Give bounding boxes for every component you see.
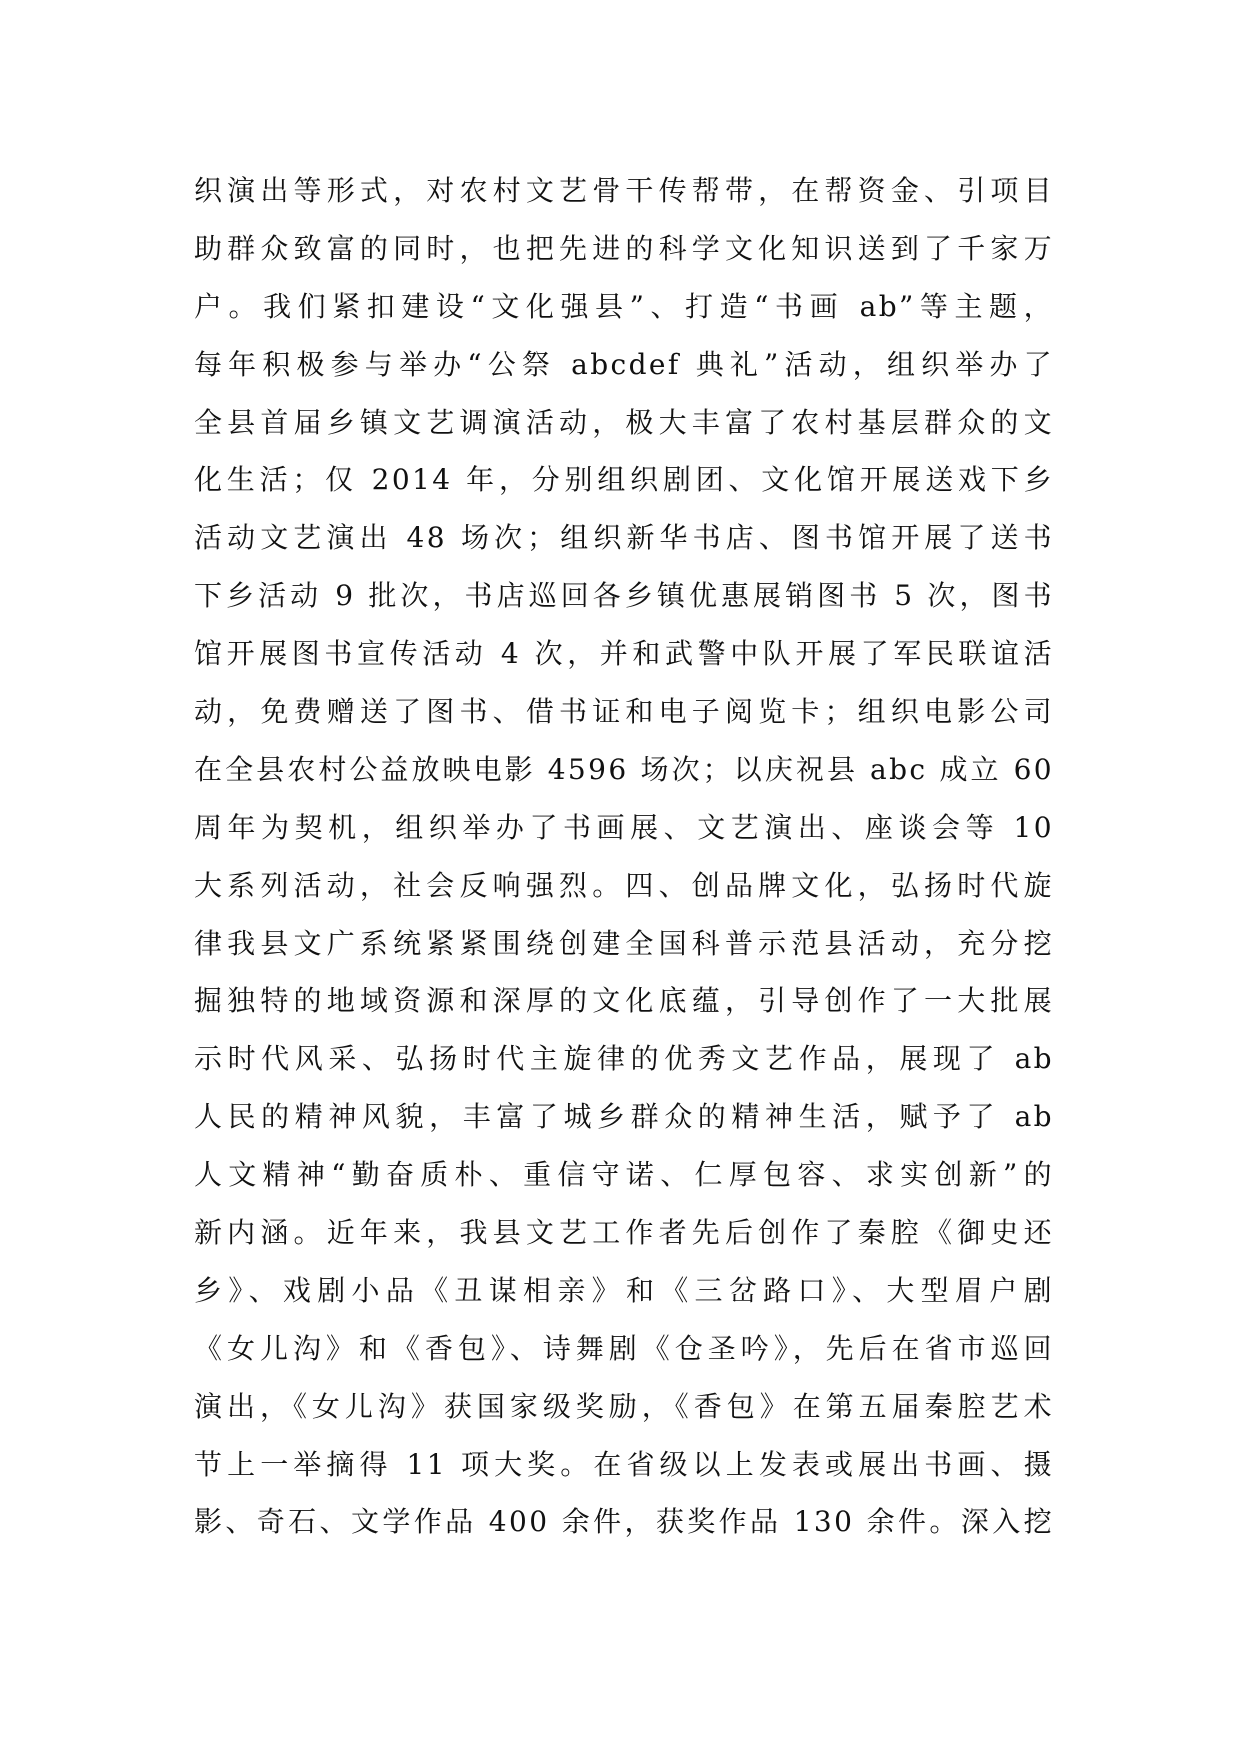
text-line: 节上一举摘得 11 项大奖。在省级以上发表或展出书画、摄 (194, 1447, 1054, 1481)
text-line: 户。我们紧扣建设“文化强县”、打造“书画 ab”等主题， (194, 289, 1054, 323)
text-line: 化生活；仅 2014 年，分别组织剧团、文化馆开展送戏下乡 (194, 463, 1054, 497)
text-line: 大系列活动，社会反响强烈。四、创品牌文化，弘扬时代旋 (194, 868, 1054, 902)
text-line: 《女儿沟》和《香包》、诗舞剧《仓圣吟》，先后在省市巡回 (194, 1331, 1054, 1365)
text-line: 在全县农村公益放映电影 4596 场次；以庆祝县 abc 成立 60 (194, 752, 1054, 786)
text-line: 助群众致富的同时，也把先进的科学文化知识送到了千家万 (194, 231, 1054, 265)
text-line: 示时代风采、弘扬时代主旋律的优秀文艺作品，展现了 ab (194, 1042, 1054, 1076)
text-line: 活动文艺演出 48 场次；组织新华书店、图书馆开展了送书 (194, 521, 1054, 555)
text-line: 律我县文广系统紧紧围绕创建全国科普示范县活动，充分挖 (194, 926, 1054, 960)
text-line: 掘独特的地域资源和深厚的文化底蕴，引导创作了一大批展 (194, 984, 1054, 1018)
text-line: 周年为契机，组织举办了书画展、文艺演出、座谈会等 10 (194, 810, 1054, 844)
text-line: 人文精神“勤奋质朴、重信守诺、仁厚包容、求实创新”的 (194, 1158, 1054, 1192)
text-line: 全县首届乡镇文艺调演活动，极大丰富了农村基层群众的文 (194, 405, 1054, 439)
text-line: 下乡活动 9 批次，书店巡回各乡镇优惠展销图书 5 次，图书 (194, 579, 1054, 613)
text-line: 影、奇石、文学作品 400 余件，获奖作品 130 余件。深入挖 (194, 1505, 1054, 1539)
text-line: 乡》、戏剧小品《丑谋相亲》和《三岔路口》、大型眉户剧 (194, 1273, 1054, 1307)
text-line: 每年积极参与举办“公祭 abcdef 典礼”活动，组织举办了 (194, 347, 1054, 381)
text-line: 新内涵。近年来，我县文艺工作者先后创作了秦腔《御史还 (194, 1216, 1054, 1250)
text-line: 织演出等形式，对农村文艺骨干传帮带，在帮资金、引项目 (194, 174, 1054, 207)
text-line: 馆开展图书宣传活动 4 次，并和武警中队开展了军民联谊活 (194, 637, 1054, 671)
body-paragraph (194, 162, 1054, 1551)
text-line: 人民的精神风貌，丰富了城乡群众的精神生活，赋予了 ab (194, 1100, 1054, 1134)
text-line: 演出，《女儿沟》获国家级奖励，《香包》在第五届秦腔艺术 (194, 1389, 1054, 1423)
text-line: 动，免费赠送了图书、借书证和电子阅览卡；组织电影公司 (194, 695, 1054, 729)
